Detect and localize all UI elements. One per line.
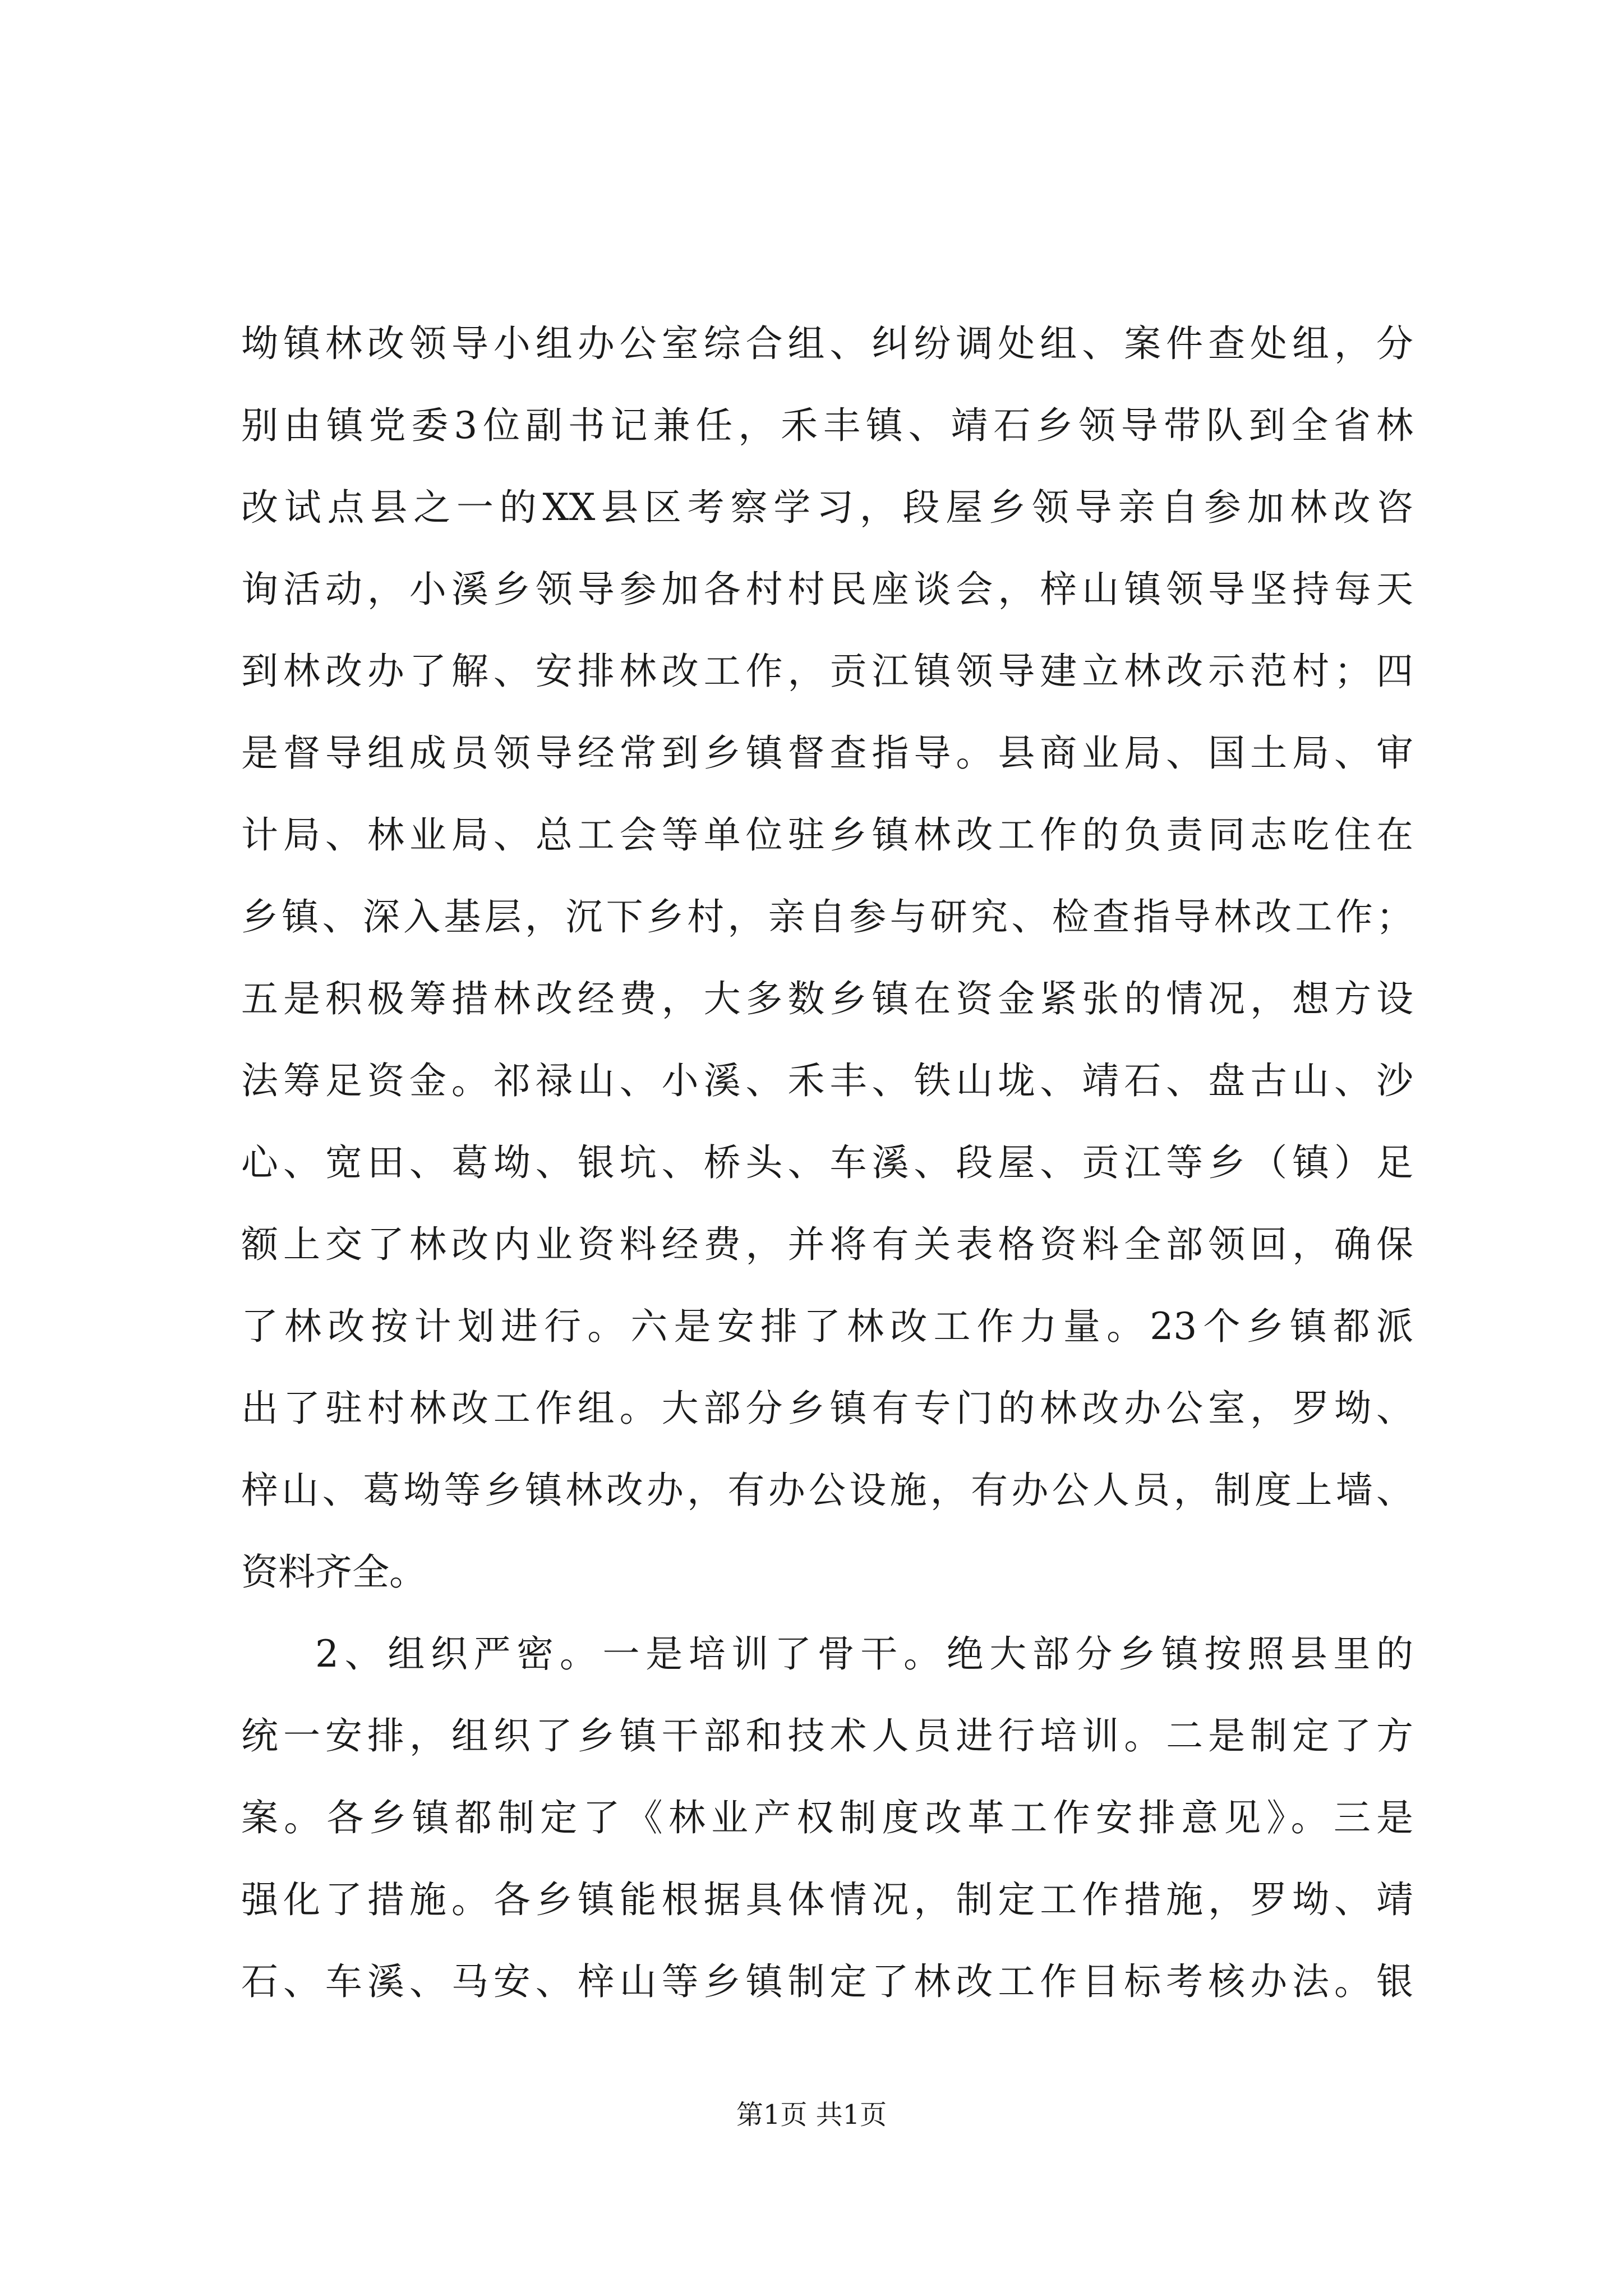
text-line: 是督导组成员领导经常到乡镇督查指导。县商业局、国土局、审: [241, 731, 1413, 775]
text-line: 出了驻村林改工作组。大部分乡镇有专门的林改办公室，罗坳、: [241, 1387, 1413, 1430]
text-line: 别由镇党委3位副书记兼任，禾丰镇、靖石乡领导带队到全省林: [241, 404, 1413, 447]
text-line: 询活动，小溪乡领导参加各村村民座谈会，梓山镇领导坚持每天: [241, 568, 1413, 611]
text-line: 五是积极筹措林改经费，大多数乡镇在资金紧张的情况，想方设: [241, 977, 1413, 1020]
text-line: 案。各乡镇都制定了《林业产权制度改革工作安排意见》。三是: [241, 1796, 1413, 1839]
text-line: 了林改按计划进行。六是安排了林改工作力量。23个乡镇都派: [241, 1305, 1413, 1348]
text-line: 坳镇林改领导小组办公室综合组、纠纷调处组、案件查处组，分: [241, 322, 1413, 365]
page-footer: [0, 2098, 1623, 2132]
text-line: 计局、林业局、总工会等单位驻乡镇林改工作的负责同志吃住在: [241, 813, 1413, 857]
text-line: 乡镇、深入基层，沉下乡村，亲自参与研究、检查指导林改工作；: [241, 895, 1413, 938]
text-line: 强化了措施。各乡镇能根据具体情况，制定工作措施，罗坳、靖: [241, 1878, 1413, 1921]
text-line: 2、组织严密。一是培训了骨干。绝大部分乡镇按照县里的: [315, 1632, 1413, 1676]
text-line: 法筹足资金。祁禄山、小溪、禾丰、铁山垅、靖石、盘古山、沙: [241, 1059, 1413, 1102]
text-line: 资料齐全。: [241, 1550, 426, 1594]
text-line: 到林改办了解、安排林改工作，贡江镇领导建立林改示范村；四: [241, 650, 1413, 693]
text-line: 石、车溪、马安、梓山等乡镇制定了林改工作目标考核办法。银: [241, 1960, 1413, 2003]
text-line: 改试点县之一的XX县区考察学习，段屋乡领导亲自参加林改咨: [241, 486, 1413, 529]
page-number: 第1页 共1页: [736, 2099, 887, 2131]
text-line: 统一安排，组织了乡镇干部和技术人员进行培训。二是制定了方: [241, 1714, 1413, 1757]
document-body: [241, 303, 1413, 2023]
text-line: 心、宽田、葛坳、银坑、桥头、车溪、段屋、贡江等乡（镇）足: [241, 1141, 1413, 1184]
text-line: 梓山、葛坳等乡镇林改办，有办公设施，有办公人员，制度上墙、: [241, 1469, 1413, 1512]
text-line: 额上交了林改内业资料经费，并将有关表格资料全部领回，确保: [241, 1223, 1413, 1266]
